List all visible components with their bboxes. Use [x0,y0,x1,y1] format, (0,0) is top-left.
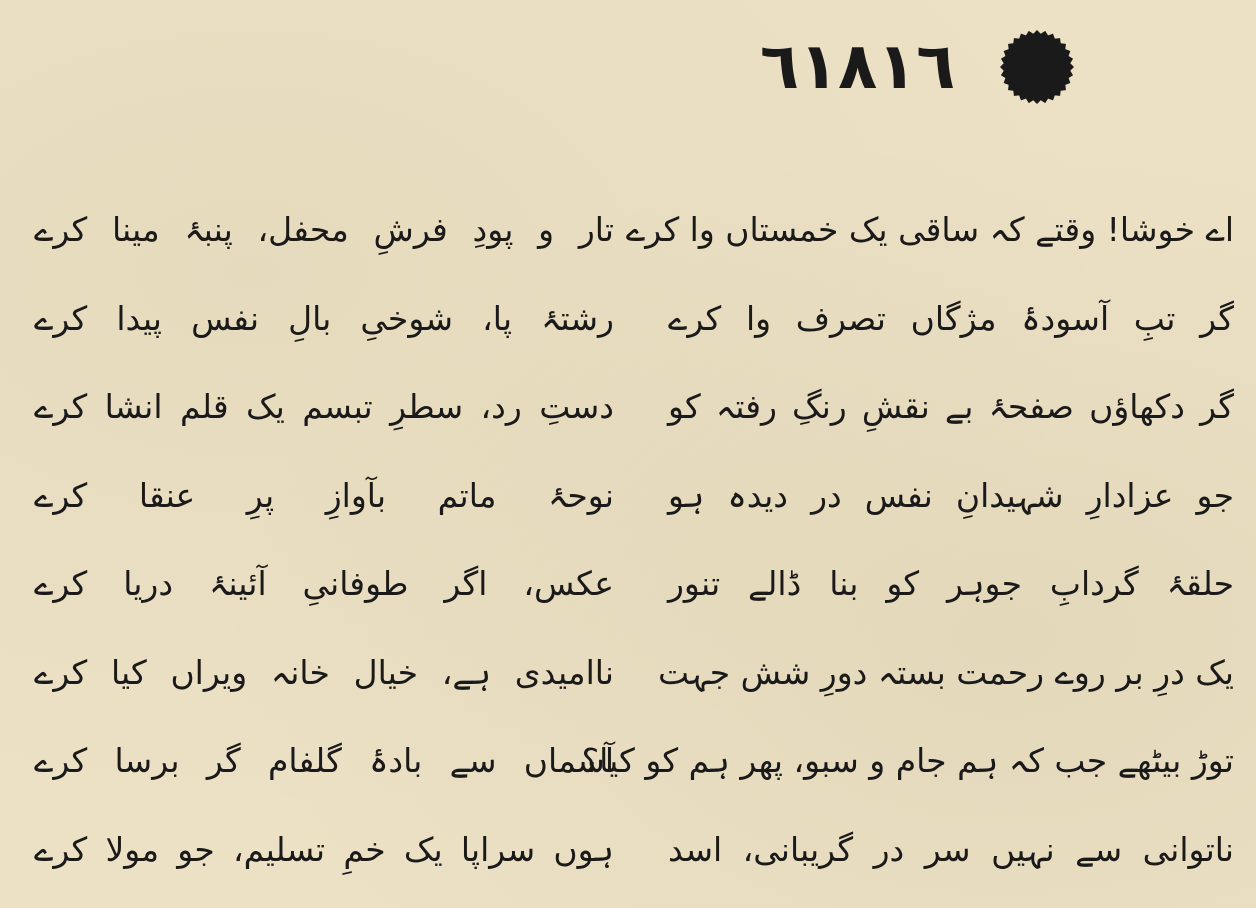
verse-line: تار و پودِ فرشِ محفل، پنبۂ مینا کرے [34,210,614,249]
page-number: ٦١٨١٦ [760,30,956,104]
verse-column-left [34,200,614,880]
verse-line: دستِ رد، سطرِ تبسم یک قلم انشا کرے [34,387,614,427]
verse-line: جو عزادارِ شہیدانِ نفس در دیدہ ہو [668,475,1234,515]
verse-line: عکس، اگر طوفانیِ آئینۂ دریا کرے [34,564,614,604]
verse-line: حلقۂ گردابِ جوہر کو بنا ڈالے تنور [668,564,1234,604]
verse-line: رشتۂ پا، شوخیِ بالِ نفس پیدا کرے [34,298,614,338]
verse-line: ہوں سراپا یک خمِ تسلیم، جو مولا کرے [34,829,614,869]
verse-line: نوحۂ ماتم بآوازِ پرِ عنقا کرے [34,475,614,515]
verse-line: توڑ بیٹھے جب کہ ہم جام و سبو، پھر ہم کو کیا؟ [581,741,1234,781]
verse-line: گر تبِ آسودۂ مژگاں تصرف وا کرے [668,298,1234,338]
verse-line: ناتوانی سے نہیں سر در گریبانی، اسد [668,829,1234,869]
verse-line: آسماں سے بادۂ گلفام گر برسا کرے [34,741,614,781]
verse-column-right [581,200,1234,880]
verse-line: گر دکھاؤں صفحۂ بے نقشِ رنگِ رفتہ کو [668,387,1234,427]
ink-stamp-icon [999,29,1075,105]
page-header [760,22,1090,112]
verse-line: اے خوشا! وقتے کہ ساقی یک خمستاں وا کرے [625,210,1234,249]
verse-line: یک درِ بر روے رحمت بستہ دورِ شش جہت [657,652,1234,692]
verse-line: ناامیدی ہے، خیال خانہ ویراں کیا کرے [34,652,614,692]
